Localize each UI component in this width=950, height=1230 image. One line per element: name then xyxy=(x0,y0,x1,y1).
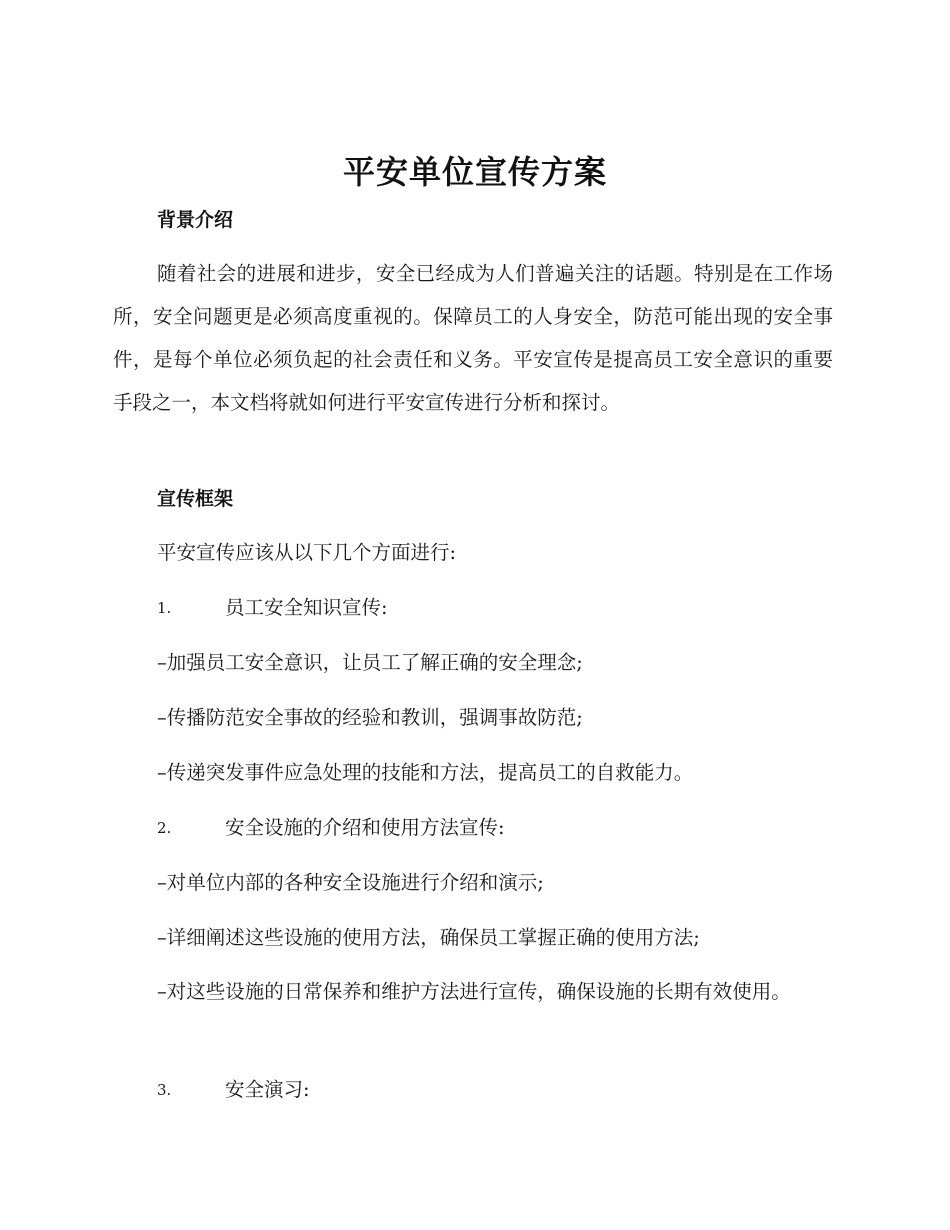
list-point: –传递突发事件应急处理的技能和方法，提高员工的自救能力。 xyxy=(157,761,694,784)
list-point: –传播防范安全事故的经验和教训，强调事故防范; xyxy=(157,706,583,729)
framework-intro: 平安宣传应该从以下几个方面进行: xyxy=(157,541,457,564)
list-point: –详细阐述这些设施的使用方法，确保员工掌握正确的使用方法; xyxy=(157,926,700,949)
list-item-label: 安全演习: xyxy=(225,1078,310,1101)
list-point: –对单位内部的各种安全设施进行介绍和演示; xyxy=(157,871,544,894)
list-item-number: 1. xyxy=(157,599,172,617)
page-title: 平安单位宣传方案 xyxy=(342,153,607,191)
list-point: –加强员工安全意识，让员工了解正确的安全理念; xyxy=(157,651,583,674)
list-point-wrapped: –对这些设施的日常保养和维护方法进行宣传，确保设施的长期有效使用。 xyxy=(157,980,791,1003)
background-paragraph: 随着社会的进展和进步，安全已经成为人们普遍关注的话题。特别是在工作场所，安全问题更是必须高度重视的。保障员工的人身安全，防范可能出现的安全事件，是每个单位必须负起的社会责任和义务。平安宣传是提高员工安全意识的重要手段之一，本文档将就如何进行平安宣传进行分析和探讨。 xyxy=(113,262,833,414)
section-heading-framework: 宣传框架 xyxy=(157,488,234,510)
list-item-number: 3. xyxy=(157,1081,172,1099)
list-item-label: 员工安全知识宣传: xyxy=(225,596,388,619)
section-heading-background: 背景介绍 xyxy=(157,209,234,231)
list-item-label: 安全设施的介绍和使用方法宣传: xyxy=(225,816,505,839)
list-item-number: 2. xyxy=(157,819,172,837)
